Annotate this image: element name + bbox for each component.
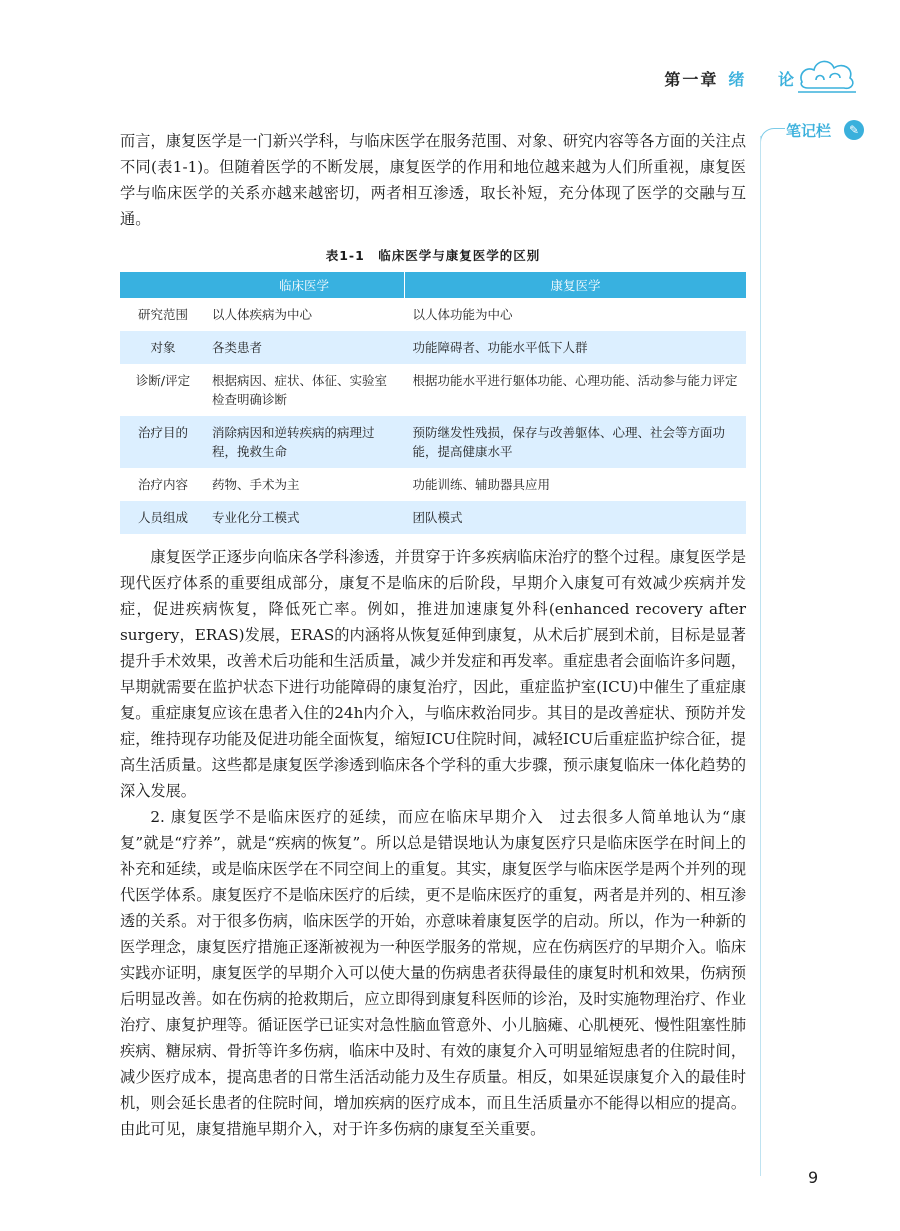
table-row	[120, 364, 746, 416]
table-row	[120, 298, 746, 331]
row-rehab: 根据功能水平进行躯体功能、心理功能、活动参与能力评定	[412, 373, 738, 388]
row-category: 对象	[120, 331, 204, 364]
header-category	[120, 272, 204, 298]
cloud-ornament-icon	[796, 52, 860, 96]
table-header-row	[120, 272, 746, 298]
header-clinical-medicine: 临床医学	[204, 272, 405, 298]
table-caption: 表1-1 临床医学与康复医学的区别	[325, 248, 541, 263]
table-row	[120, 501, 746, 534]
chapter-title: 绪 论	[728, 69, 808, 89]
notes-rule	[760, 136, 761, 1176]
row-category: 研究范围	[137, 307, 188, 322]
paragraph-3: 2. 康复医学不是临床医疗的延续，而应在临床早期介入 过去很多人简单地认为“康复”就是“疗养”，就是“疾病的恢复”。所以总是错误地认为康复医疗只是临床医学在时间上的补充和延续，或是临床医学在不同空间上的重复。其实，康复医学与临床医学是两个并列的现代医学体系。康复医疗不是临床医疗的后续，更不是临床医疗的重复，两者是并列的、相互渗透的关系。对于很多伤病，临床医学的开始，亦意味着康复医学的启动。所以，作为一种新的医学理念，康复医疗措施正逐渐被视为一种医学服务的常规，应在伤病医疗的早期介入。临床实践亦证明，康复医学的早期介入可以使大量的伤病患者获得最佳的康复时机和效果，伤病预后明显改善。如在伤病的抢救期后，应立即得到康复科医师的诊治，及时实施物理治疗、作业治疗、康复护理等。循证医学已证实对急性脑血管意外、小儿脑瘫、心肌梗死、慢性阻塞性肺疾病、糖尿病、骨折等许多伤病，临床中及时、有效的康复介入可明显缩短患者的住院时间，减少医疗成本，提高患者的日常生活活动能力及生存质量。相反，如果延误康复介入的最佳时机，则会延长患者的住院时间，增加疾病的医疗成本，而且生活质量亦不能得以相应的提高。由此可见，康复措施早期介入，对于许多伤病的康复至关重要。	[120, 808, 746, 1138]
row-rehab: 预防继发性残损，保存与改善躯体、心理、社会等方面功能，提高健康水平	[405, 416, 747, 468]
notes-column	[760, 118, 900, 1178]
row-rehab: 功能障碍者、功能水平低下人群	[405, 331, 747, 364]
chapter-number: 第一章	[664, 69, 719, 89]
row-category: 治疗目的	[120, 416, 204, 468]
paragraph-2: 康复医学正逐步向临床各学科渗透，并贯穿于许多疾病临床治疗的整个过程。康复医学是现代医疗体系的重要组成部分，康复不是临床的后阶段，早期介入康复可有效减少疾病并发症，促进疾病恢复，降低死亡率。例如，推进加速康复外科(enhanced recovery after surgery，ERAS)发展，ERAS的内涵将从恢复延伸到康复，从术后扩展到术前，目标是显著提升手术效果，改善术后功能和生活质量，减少并发症和再发率。重症患者会面临许多问题，早期就需要在监护状态下进行功能障碍的康复治疗，因此，重症监护室(ICU)中催生了重症康复。重症康复应该在患者入住的24h内介入，与临床救治同步。其目的是改善症状、预防并发症，维持现存功能及促进功能全面恢复，缩短ICU住院时间，减轻ICU后重症监护综合征，提高生活质量。这些都是康复医学渗透到临床各个学科的重大步骤，预示康复临床一体化趋势的深入发展。	[120, 548, 746, 800]
row-clinical: 各类患者	[204, 331, 405, 364]
row-category: 诊断/评定	[135, 373, 191, 388]
table-row	[120, 416, 746, 468]
comparison-table	[120, 272, 746, 534]
notes-rule-curve	[760, 128, 785, 147]
row-category: 治疗内容	[137, 477, 188, 492]
row-clinical: 根据病因、症状、体征、实验室检查明确诊断	[212, 373, 388, 407]
row-category: 人员组成	[120, 501, 204, 534]
row-rehab: 功能训练、辅助器具应用	[412, 477, 551, 492]
row-clinical: 消除病因和逆转疾病的病理过程，挽救生命	[204, 416, 405, 468]
running-header	[664, 58, 808, 98]
header-rehabilitation-medicine: 康复医学	[405, 272, 747, 298]
row-clinical: 以人体疾病为中心	[212, 307, 313, 322]
row-clinical: 专业化分工模式	[204, 501, 405, 534]
notes-label: 笔记栏	[786, 122, 832, 140]
page-number: 9	[808, 1168, 819, 1187]
notebook-icon: ✎	[844, 120, 864, 140]
row-rehab: 以人体功能为中心	[412, 307, 513, 322]
row-rehab: 团队模式	[405, 501, 747, 534]
main-content	[120, 128, 746, 1142]
table-row	[120, 468, 746, 501]
paragraph-1: 而言，康复医学是一门新兴学科，与临床医学在服务范围、对象、研究内容等各方面的关注点不同(表1-1)。但随着医学的不断发展，康复医学的作用和地位越来越为人们所重视，康复医学与临床医学的关系亦越来越密切，两者相互渗透，取长补短，充分体现了医学的交融与互通。	[120, 132, 746, 228]
row-clinical: 药物、手术为主	[212, 477, 300, 492]
table-row	[120, 331, 746, 364]
